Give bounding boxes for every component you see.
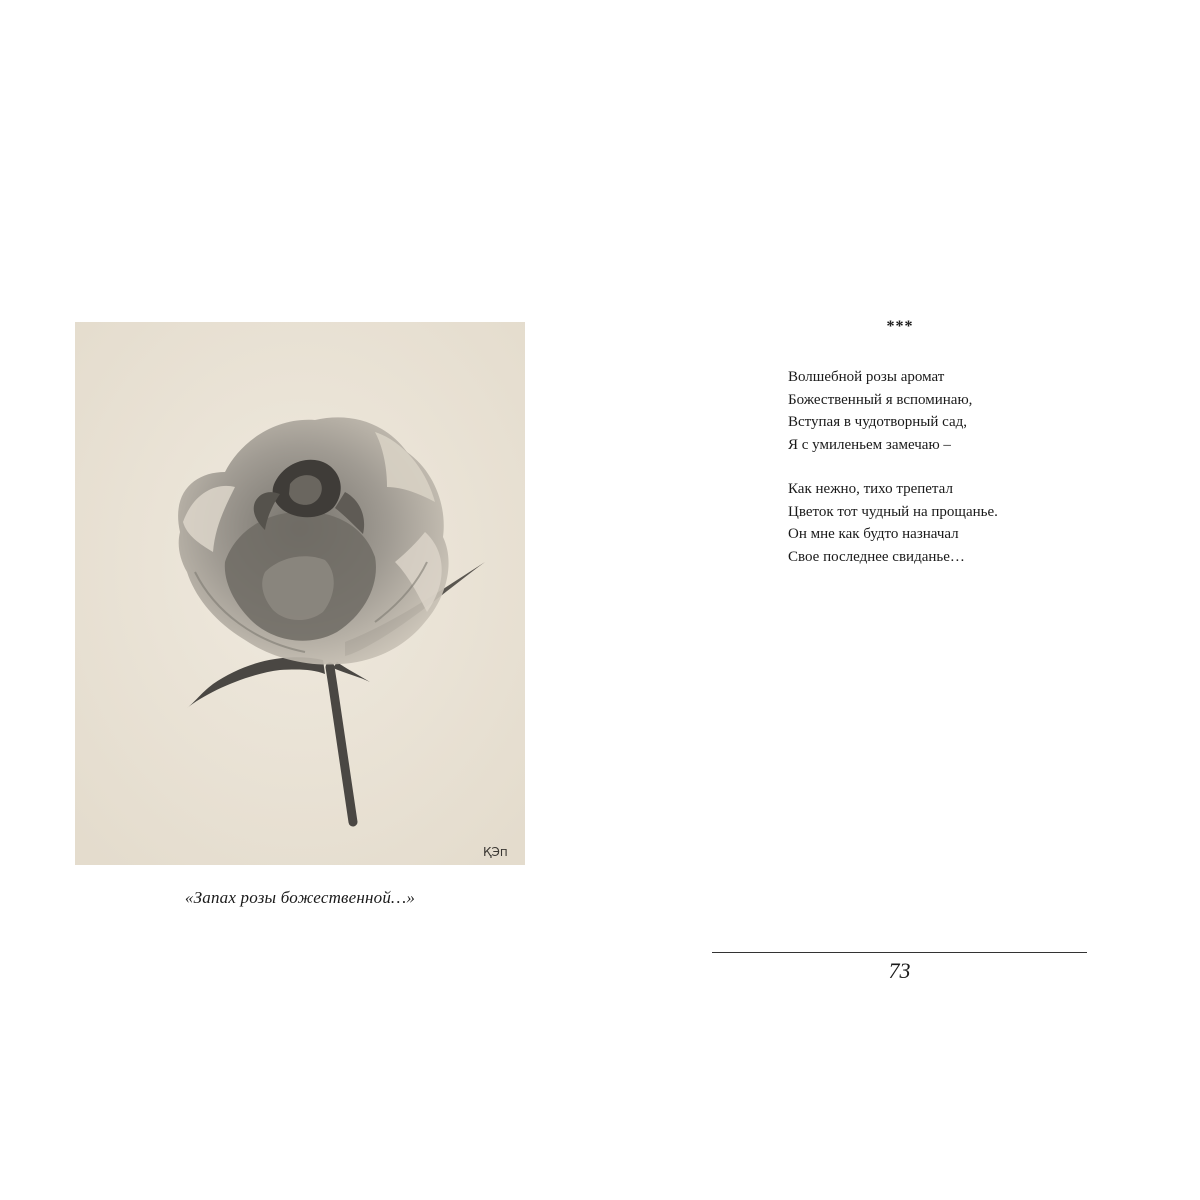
- poem-line: Вступая в чудотворный сад,: [788, 414, 968, 430]
- illustration-caption: «Запах розы божественной…»: [184, 888, 416, 907]
- poem-line: Как нежно, тихо трепетал: [788, 481, 953, 497]
- footer-divider: [712, 952, 1087, 953]
- poem-line: Свое последнее свиданье…: [788, 548, 965, 565]
- page-number: 73: [888, 958, 911, 983]
- poem-separator: ***: [886, 318, 914, 335]
- rose-watercolor-image: [75, 322, 525, 865]
- rose-illustration: [75, 322, 525, 865]
- poem-line: Божественный я вспоминаю,: [788, 391, 973, 408]
- poem-line: Волшебной розы аромат: [788, 369, 945, 385]
- poem-line: Цветок тот чудный на прощанье.: [788, 503, 998, 520]
- poem: [788, 366, 1118, 590]
- poem-stanza-2: [788, 478, 1118, 568]
- poem-line: Я с умиленьем замечаю –: [788, 436, 951, 453]
- artist-monogram: ҚЭп: [483, 845, 508, 859]
- poem-stanza-1: [788, 366, 1118, 456]
- poem-line: Он мне как будто назначал: [788, 526, 959, 542]
